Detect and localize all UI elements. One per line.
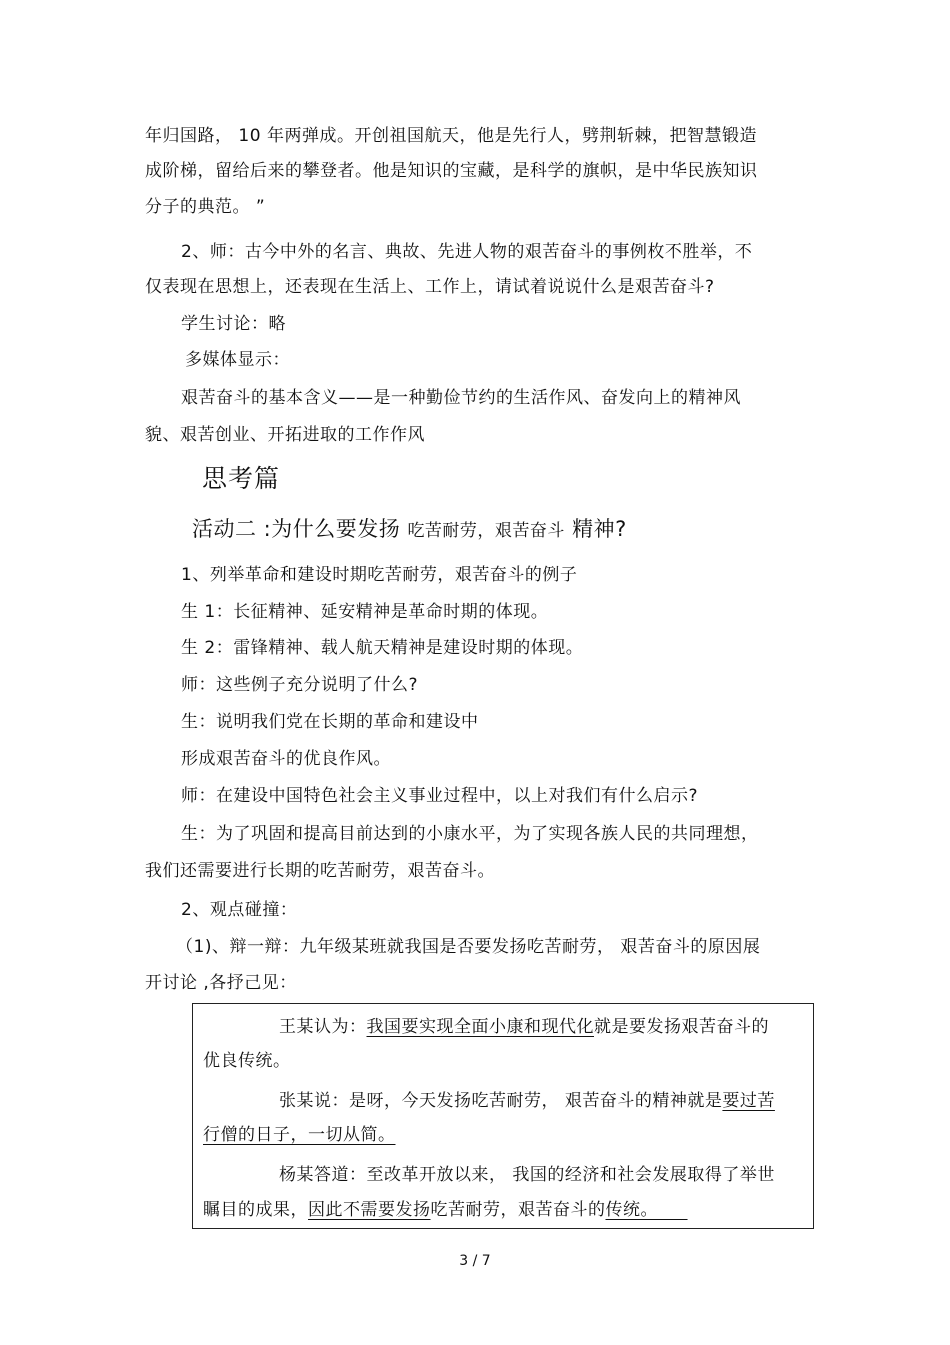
activity-heading-part: 吃苦耐劳，艰苦奋斗 <box>407 521 565 541</box>
dialogue-line: 形成艰苦奋斗的优良作风。 <box>181 749 391 769</box>
activity-heading <box>192 516 627 544</box>
debate-line: 优良传统。 <box>203 1051 291 1071</box>
debate-line <box>203 1124 396 1146</box>
debate-text: 吃苦耐劳，艰苦奋斗的 <box>430 1200 606 1220</box>
paragraph-line: 仅表现在思想上，还表现在生活上、工作上，请试着说说什么是艰苦奋斗? <box>145 277 715 297</box>
debate-text: 王某认为： <box>279 1017 367 1037</box>
page-number: 3 / 7 <box>459 1253 491 1269</box>
paragraph-line: 学生讨论：略 <box>181 314 286 334</box>
dialogue-line: 生 2：雷锋精神、载人航天精神是建设时期的体现。 <box>181 638 584 658</box>
paragraph-line: 成阶梯，留给后来的攀登者。他是知识的宝藏，是科学的旗帜，是中华民族知识 <box>145 161 758 181</box>
debate-line <box>279 1016 769 1038</box>
dialogue-line: 1、列举革命和建设时期吃苦耐劳，艰苦奋斗的例子 <box>181 565 578 585</box>
underlined-text: 要过苦 <box>722 1091 775 1111</box>
dialogue-line: 开讨论 ,各抒己见： <box>145 973 297 993</box>
section-heading: 思考篇 <box>202 464 281 493</box>
underlined-text: 行僧的日子，一切从简。 <box>203 1125 396 1145</box>
debate-line <box>203 1199 688 1221</box>
dialogue-line: 师：在建设中国特色社会主义事业过程中，以上对我们有什么启示? <box>181 786 699 806</box>
activity-heading-part: 精神? <box>564 517 627 541</box>
activity-heading-part: 活动二 :为什么要发扬 <box>192 517 408 541</box>
underlined-blank <box>658 1200 688 1220</box>
dialogue-line: 生：说明我们党在长期的革命和建设中 <box>181 712 479 732</box>
paragraph-line: 2、师：古今中外的名言、典故、先进人物的艰苦奋斗的事例枚不胜举，不 <box>181 242 753 262</box>
underlined-text: 因此不需要发扬 <box>308 1200 431 1220</box>
paragraph-line: 多媒体显示： <box>185 350 290 370</box>
debate-line <box>279 1090 775 1112</box>
paragraph-line: 艰苦奋斗的基本含义——是一种勤俭节约的生活作风、奋发向上的精神风 <box>181 388 741 408</box>
paragraph-line: 年归国路， 10 年两弹成。开创祖国航天，他是先行人，劈荆斩棘，把智慧锻造 <box>145 126 757 146</box>
paragraph-line: 分子的典范。 ” <box>145 197 266 217</box>
dialogue-line: 2、观点碰撞： <box>181 900 298 920</box>
paragraph-line: 貌、艰苦创业、开拓进取的工作作风 <box>145 425 425 445</box>
dialogue-line: 生：为了巩固和提高目前达到的小康水平，为了实现各族人民的共同理想， <box>181 824 759 844</box>
dialogue-line: 生 1：长征精神、延安精神是革命时期的体现。 <box>181 602 549 622</box>
debate-line: 杨某答道：至改革开放以来， 我国的经济和社会发展取得了举世 <box>279 1165 775 1185</box>
dialogue-line: 我们还需要进行长期的吃苦耐劳，艰苦奋斗。 <box>145 861 495 881</box>
debate-text: 就是要发扬艰苦奋斗的 <box>594 1017 769 1037</box>
debate-box <box>192 1003 814 1229</box>
underlined-text: 传统。 <box>605 1200 658 1220</box>
dialogue-line: 师：这些例子充分说明了什么? <box>181 675 419 695</box>
underlined-text: 我国要实现全面小康和现代化 <box>366 1017 594 1037</box>
debate-text: 张某说：是呀，今天发扬吃苦耐劳， 艰苦奋斗的精神就是 <box>279 1091 723 1111</box>
debate-text: 瞩目的成果， <box>203 1200 308 1220</box>
dialogue-line: （1)、辩一辩：九年级某班就我国是否要发扬吃苦耐劳， 艰苦奋斗的原因展 <box>176 937 761 957</box>
